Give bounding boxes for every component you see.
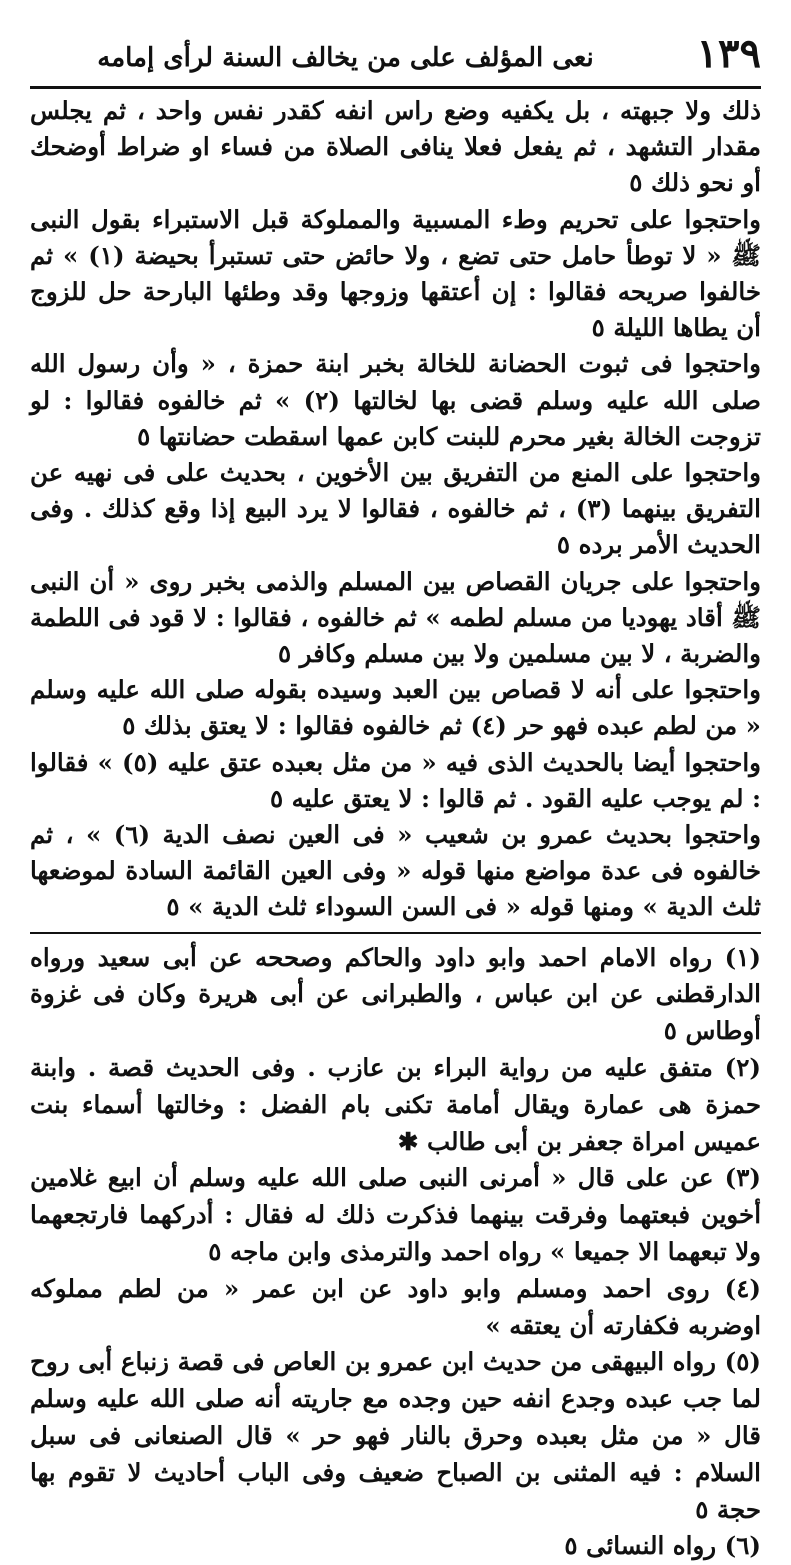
paragraph: واحتجوا بحديث عمرو بن شعيب « فى العين نصف الدية (٦) » ، ثم خالفوه فى عدة مواضع منها قوله « وفى العين القائمة السادة لموضعها ثلث الدية » ومنها قوله « فى السن السوداء ثلث الدية » ٥ [30,820,762,922]
footnote: (١) رواه الامام احمد وابو داود والحاكم وصححه عن أبى سعيد ورواه الدارقطنى عن ابن عباس ، والطبرانى عن أبى هريرة وكان فى غزوة أوطاس ٥ [30,942,761,1046]
footnote: (٦) رواه النسائى ٥ [564,1531,761,1561]
paragraph: واحتجوا على أنه لا قصاص بين العبد وسيده بقوله صلى الله عليه وسلم « من لطم عبده فهو حر (٤) ثم خالفوه فقالوا : لا يعتق بذلك ٥ [30,675,761,741]
paragraph: واحتجوا فى ثبوت الحضانة للخالة بخبر ابنة حمزة ، « وأن رسول الله صلى الله عليه وسلم قضى بها لخالتها (٢) » ثم خالفوه فقالوا : لو تزوجت الخالة بغير محرم للبنت كابن عمها اسقطت حضانتها ٥ [30,349,761,451]
paragraph: واحتجوا على تحريم وطء المسبية والمملوكة قبل الاستبراء بقول النبى ﷺ « لا توطأ حامل حتى تضع ، ولا حائض حتى تستبرأ بحيضة (١) » ثم خالفوا صريحه فقالوا : إن أعتقها وزوجها وقد وطئها البارحة حل للزوج أن يطاها الليلة ٥ [30,204,761,343]
running-title: نعى المؤلف على من يخالف السنة لرأى إمامه [97,43,594,73]
paragraph: واحتجوا أيضا بالحديث الذى فيه « من مثل بعبده عتق عليه (٥) » فقالوا : لم يوجب عليه القود . ثم قالوا : لا يعتق عليه ٥ [30,747,761,813]
paragraph: واحتجوا على المنع من التفريق بين الأخوين ، بحديث على فى نهيه عن التفريق بينهما (٣) ، ثم خالفوه ، فقالوا لا يرد البيع إذا وقع كذلك . وفى الحديث الأمر برده ٥ [30,458,761,560]
footnote: (٤) روى احمد ومسلم وابو داود عن ابن عمر « من لطم مملوكه اوضربه فكفارته أن يعتقه » [30,1273,761,1340]
footnotes [30,940,761,1565]
main-text [30,93,761,926]
footnote: (٥) رواه البيهقى من حديث ابن عمرو بن العاص فى قصة زنباع أبى روح لما جب عبده وجدع انفه حين وجده مع جاريته أنه صلى الله عليه وسلم قال « من مثل بعبده وحرق بالنار فهو حر » قال الصنعانى فى سبل السلام : فيه المثنى بن الصباح ضعيف وفى الباب أحاديث لا تقوم بها حجة ٥ [30,1347,761,1524]
footnote: (٣) عن على قال « أمرنى النبى صلى الله عليه وسلم أن ابيع غلامين أخوين فبعتهما وفرقت بينهما فذكرت ذلك له فقال : أدركهما فارتجعهما ولا تبعهما الا جميعا » رواه احمد والترمذى وابن ماجه ٥ [30,1163,761,1267]
footnote: (٢) متفق عليه من رواية البراء بن عازب . وفى الحديث قصة . وابنة حمزة هى عمارة ويقال أمامة تكنى بام الفضل : وخالتها أسماء بنت عميس امراة جعفر بن أبى طالب ✱ [30,1053,761,1156]
paragraph: واحتجوا على جريان القصاص بين المسلم والذمى بخبر روى « أن النبى ﷺ أقاد يهوديا من مسلم لطمه » ثم خالفوه ، فقالوا : لا قود فى اللطمة والضربة ، لا بين مسلمين ولا بين مسلم وكافر ٥ [30,566,761,669]
page-number: ١٣٩ [696,30,761,77]
paragraph: ذلك ولا جبهته ، بل يكفيه وضع راس انفه كقدر نفس واحد ، ثم يجلس مقدار التشهد ، ثم يفعل فعلا ينافى الصلاة من فساء او ضراط أوضحك أو نحو ذلك ٥ [30,96,761,198]
page-header [30,28,761,89]
footnote-divider [30,932,761,934]
